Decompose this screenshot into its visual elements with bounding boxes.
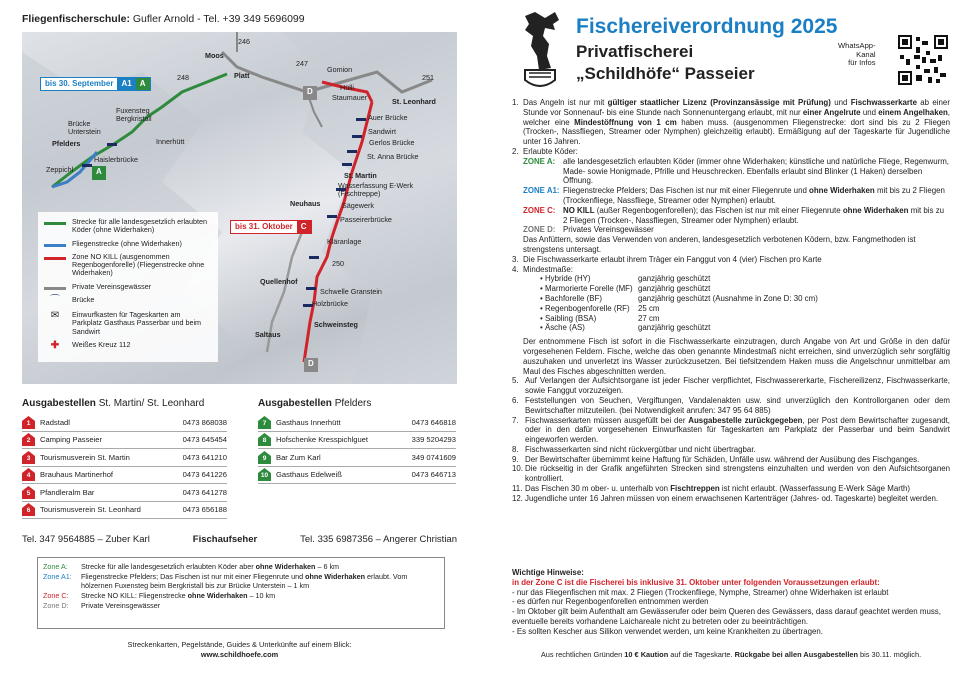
road-250: 250 bbox=[332, 259, 344, 268]
zone-summary-row: Zone C: Strecke NO KILL: Fliegenstrecke ohne Widerhaken – 10 km bbox=[43, 591, 276, 601]
outlet-phone: 339 5204293 bbox=[411, 435, 456, 445]
map-label-pfelders: Pfelders bbox=[52, 139, 81, 148]
outlet-phone: 0473 645454 bbox=[182, 435, 227, 445]
house-icon: 1 bbox=[22, 416, 35, 429]
rule-3: 3. Die Fischwasserkarte erlaubt ihrem Träger ein Fanggut von 4 (vier) Fischen pro Karte bbox=[512, 254, 822, 264]
zone-d-badge-bottom: D bbox=[304, 358, 318, 372]
zone-a1-until: bis 30. September bbox=[45, 79, 114, 88]
note-item: - Im Oktober gilt beim Aufenthalt am Gewässerufer oder beim Queren des Gewässers, dass darauf geachtet werden muss, eventuelle bereits vorhandene Laichareale nicht zu betreten oder zu beeinträchtigen. bbox=[512, 607, 941, 626]
legend-mailbox: ✉ Einwurfkasten für Tageskarten am Parkplatz Gasthaus Passerbar und beim Sandwirt bbox=[44, 311, 212, 336]
outlet-row bbox=[22, 432, 227, 450]
qr-code-icon[interactable] bbox=[898, 35, 948, 85]
footer bbox=[22, 640, 457, 661]
legend-red-cross: ✚ Weißes Kreuz 112 bbox=[44, 341, 212, 351]
minimum-size-row: • Regenbogenforelle (RF) 25 cm bbox=[540, 303, 660, 313]
outlet-phone: 0473 656188 bbox=[182, 505, 227, 515]
road-251: 251 bbox=[422, 73, 434, 82]
map-label-quellenhof: Quellenhof bbox=[260, 277, 298, 286]
outlet-name: Gasthaus Edelweiß bbox=[276, 470, 342, 480]
map-label-huelli: Hülli bbox=[340, 83, 354, 92]
minimum-size-row: • Saibling (BSA) 27 cm bbox=[540, 313, 660, 323]
note-item: - es dürfen nur Regenbogenforellen entnommen werden bbox=[512, 597, 709, 607]
outlet-name: Gasthaus Innerhütt bbox=[276, 417, 341, 427]
map-label-neuhaus: Neuhaus bbox=[290, 199, 321, 208]
mailbox-icon: ✉ bbox=[50, 309, 60, 321]
zone-d-badge-top: D bbox=[303, 86, 317, 100]
map-label-fuxensteg: Fuxensteg Bergkristall bbox=[116, 106, 152, 123]
outlets-st-martin bbox=[22, 398, 227, 519]
minimum-size-row: • Äsche (AS) ganzjährig geschützt bbox=[540, 323, 711, 333]
map-label-saltaus: Saltaus bbox=[255, 330, 281, 339]
map-label-bruecke-unterstein: Brücke Unterstein bbox=[68, 119, 101, 136]
map-label-saegewerk: Sägewerk bbox=[342, 201, 374, 210]
notes-heading: Wichtige Hinweise: bbox=[512, 568, 584, 577]
whatsapp-channel-info: WhatsApp- Kanal für Infos bbox=[838, 41, 876, 68]
map-label-gomion: Gomion bbox=[327, 65, 353, 74]
warden-contact-angerer: Tel. 335 6987356 – Angerer Christian bbox=[300, 534, 457, 545]
outlet-row bbox=[258, 467, 456, 485]
zone-c-notice: in der Zone C ist die Fischerei bis inklusive 31. Oktober unter folgenden Voraussetzungen erlaubt: bbox=[512, 577, 880, 587]
rule-4: 4. Mindestmaße: bbox=[512, 264, 573, 274]
map-legend bbox=[38, 212, 218, 362]
outlets-pfelders-heading: Ausgabestellen Pfelders bbox=[258, 398, 372, 409]
outlet-row bbox=[258, 432, 456, 450]
warden-heading: Fischaufseher bbox=[192, 534, 258, 545]
outlet-phone: 0473 641210 bbox=[182, 452, 227, 462]
map-label-st-anna-bruecke: St. Anna Brücke bbox=[367, 152, 419, 161]
deposit-notice: Aus rechtlichen Gründen 10 € Kaution auf die Tageskarte. Rückgabe bei allen Ausgabestellen bis 30.11. möglich. bbox=[540, 650, 922, 659]
map-label-schweinsteg: Schweinsteg bbox=[314, 320, 358, 329]
zone-summary-row: Zone D: Private Vereinsgewässer bbox=[43, 600, 161, 610]
legend-no-kill: Zone NO KILL (ausgenommen Regenbogenforelle) (Fliegenstrecke ohne Widerhaken) bbox=[44, 253, 212, 278]
regulation-subtitle-2: „Schildhöfe“ Passeier bbox=[576, 64, 755, 83]
zone-summary-row: Zone A: Strecke für alle landesgesetzlich erlaubten Köder aber ohne Widerhaken – 6 km bbox=[43, 562, 340, 571]
road-248: 248 bbox=[177, 73, 189, 82]
zone-summary-row: Zone A1: Fliegenstrecke Pfelders; Das Fischen ist nur mit einer Fliegenrute und ohne Widerhaken erlaubt. Vom hölzernen Fuxensteg beim Bergkristall bis zur Brücke Unterstein – 1 km bbox=[43, 571, 408, 591]
footer-text: Streckenkarten, Pegelstände, Guides & Unterkünfte auf einem Blick: bbox=[127, 640, 352, 649]
outlet-phone: 349 0741609 bbox=[411, 452, 456, 462]
zone-summary-box bbox=[37, 557, 445, 629]
outlet-phone: 0473 646818 bbox=[411, 417, 456, 427]
zone-a-badge: A bbox=[92, 166, 106, 180]
rule-item: 5. Auf Verlangen der Aufsichtsorgane ist jeder Fischer verpflichtet, Fischwassererkarte, Fischereilizenz, Fischwasserkarte, sowie Fanggut vorzuzeigen. bbox=[512, 376, 950, 396]
outlets-pfelders bbox=[258, 398, 456, 484]
fly-fishing-school-header bbox=[22, 13, 305, 25]
zone-c-flag bbox=[230, 220, 312, 234]
outlet-name: Hofschenke Kresspichlguet bbox=[276, 435, 369, 445]
zone-a-badge-top: A bbox=[136, 78, 150, 90]
map-label-staumauer: Staumauer bbox=[332, 93, 368, 102]
school-label: Fliegenfischerschule: bbox=[22, 13, 130, 25]
outlet-phone: 0473 646713 bbox=[411, 470, 456, 480]
outlet-name: Camping Passeier bbox=[40, 435, 103, 445]
house-icon: 5 bbox=[22, 486, 35, 499]
map-label-gerlos-bruecke: Gerlos Brücke bbox=[369, 138, 415, 147]
outlet-row bbox=[258, 414, 456, 432]
road-247: 247 bbox=[296, 59, 308, 68]
legend-bridge: ⌒ Brücke bbox=[44, 296, 212, 306]
warden-contact-zuber: Tel. 347 9564885 – Zuber Karl bbox=[22, 534, 150, 545]
house-icon: 9 bbox=[258, 451, 271, 464]
note-item: - Es sollten Kescher aus Silikon verwendet werden, um keine Krankheiten zu übertragen. bbox=[512, 626, 823, 636]
rule-item: 9. Der Bewirtschafter übernimmt keine Haftung für Schäden, Unfälle usw. während der Ausübung des Fischganges. bbox=[512, 454, 920, 464]
map-label-zeppichl: Zeppichl bbox=[46, 165, 74, 174]
house-icon: 10 bbox=[258, 468, 271, 481]
legend-fly-stretch: Fliegenstrecke (ohne Widerhaken) bbox=[44, 240, 212, 248]
outlet-name: Brauhaus Martinerhof bbox=[40, 470, 114, 480]
red-cross-icon: ✚ bbox=[50, 339, 60, 351]
outlet-row bbox=[22, 484, 227, 502]
outlet-phone: 0473 641278 bbox=[182, 487, 227, 497]
house-icon: 6 bbox=[22, 503, 35, 516]
zone-c-rule: ZONE C: NO KILL (außer Regenbogenforellen); das Fischen ist nur mit einer Fliegenrute ohne Widerhaken mit bis zu 2 Fliegen (Trocken-, Nassfliegen, Streamer oder Nymphen) erlaubt. bbox=[523, 205, 945, 225]
rule-item: 12. Jugendliche unter 16 Jahren müssen von einem erwachsenen Kartenträger (Jahres- od. Tageskarte) begleitet werden. bbox=[512, 493, 939, 503]
note-item: - nur das Fliegenfischen mit max. 2 Fliegen (Trockenfliege, Nymphe, Streamer) ohne Widerhaken ist erlaubt bbox=[512, 587, 889, 597]
map-label-innerhuett: Innerhütt bbox=[156, 137, 185, 146]
outlet-row bbox=[22, 414, 227, 432]
map-label-platt: Platt bbox=[234, 71, 250, 80]
zone-c-badge: C bbox=[297, 221, 311, 233]
regulation-title: Fischereiverordnung 2025 bbox=[576, 15, 838, 38]
road-246: 246 bbox=[238, 37, 250, 46]
house-icon: 4 bbox=[22, 468, 35, 481]
legend-zone-a: Strecke für alle landesgesetzlich erlaubten Köder (ohne Widerhaken) bbox=[44, 218, 212, 235]
map-label-auer-bruecke: Auer Brücke bbox=[368, 113, 408, 122]
outlet-name: Tourismusverein St. Martin bbox=[40, 452, 130, 462]
outlet-name: Radstadl bbox=[40, 417, 70, 427]
rule-item: 8. Fischwasserkarten sind nicht rückvergütbar und nicht übertragbar. bbox=[512, 444, 756, 454]
rule-2: 2. Erlaubte Köder: bbox=[512, 146, 578, 156]
zone-a1-badge: A1 bbox=[117, 78, 135, 90]
bridge-icon: ⌒ bbox=[50, 294, 60, 306]
map-label-st-martin: St. Martin bbox=[344, 171, 377, 180]
catch-recording-text: Der entnommene Fisch ist sofort in die Fischwasserkarte einzutragen, durch Angabe von Art und Größe in den dafür vorgesehenen Feldern. Fische, welche das oben genannte Mindestmaß nicht erreichen, sind unverzüglich sehr sorgfältig auszuhaken und unverletzt ins Wasser zurückzusetzen. Bei tiefsitzendem Haken muss die Angelschnur unmittelbar am Maul des Fisches abgeschnitten werden. bbox=[523, 337, 950, 376]
important-notes bbox=[512, 568, 950, 637]
zone-c-until: bis 31. Oktober bbox=[235, 222, 293, 231]
minimum-size-row: • Bachforelle (BF) ganzjährig geschützt (Ausnahme in Zone D: 30 cm) bbox=[540, 293, 818, 303]
house-icon: 7 bbox=[258, 416, 271, 429]
map-label-moos: Moos bbox=[205, 51, 224, 60]
map-label-sandwirt: Sandwirt bbox=[368, 127, 396, 136]
website-link[interactable]: www.schildhoefe.com bbox=[200, 650, 279, 660]
zone-a1-flag bbox=[40, 77, 151, 91]
house-icon: 8 bbox=[258, 433, 271, 446]
fishing-map bbox=[22, 32, 457, 384]
coat-of-arms-icon bbox=[515, 10, 565, 92]
outlet-phone: 0473 868038 bbox=[182, 417, 227, 427]
bait-prohibition: Das Anfüttern, sowie das Verwenden von anderen, landesgesetzlich verbotenen Ködern, bzw. Fangmethoden ist strengstens untersagt. bbox=[523, 235, 916, 254]
outlet-name: Pfandleralm Bar bbox=[40, 487, 95, 497]
zone-a1-rule: ZONE A1: Fliegenstrecke Pfelders; Das Fischen ist nur mit einer Fliegenrute und ohne Widerhaken mit bis zu 2 Fliegen (Trockenfliege, Nassfliege, Streamer oder Nymphen) erlaubt. bbox=[523, 186, 945, 205]
map-label-haislerbruecke: Haislerbrücke bbox=[94, 155, 138, 164]
map-label-holzbruecke: Holzbrücke bbox=[312, 299, 348, 308]
map-label-passeirerbruecke: Passeirerbrücke bbox=[340, 215, 392, 224]
house-icon: 2 bbox=[22, 433, 35, 446]
minimum-size-row: • Hybride (HY) ganzjährig geschützt bbox=[540, 274, 711, 284]
minimum-size-row: • Marmorierte Forelle (MF) ganzjährig geschützt bbox=[540, 284, 711, 294]
map-label-schwelle-granstein: Schwelle Granstein bbox=[320, 287, 382, 296]
rule-1: 1. Das Angeln ist nur mit gültiger staatlicher Lizenz (Provinzansässige mit Prüfung) und Fischwasserkarte ab einer Stunde vor Sonnenauf- bis eine Stunde nach Sonnenuntergang erlaubt, mit nur einer Angelrute und einem Angelhaken, welcher eine Mindestöffnung von 1 cm haben muss. (ausgenommen Fliegenstrecke: dort sind bis zu 2 Fliegen (Trocken-, Nassfliegen, Streamer oder Nymphen) gleichzeitig erlaubt). Ermäßigung auf der Tageskarte für Jugendliche unter 16 Jahren. bbox=[512, 98, 951, 147]
outlet-row bbox=[258, 449, 456, 467]
zone-a-rule: ZONE A: alle landesgesetzlich erlaubten Köder (immer ohne Widerhaken; künstliche und natürliche Fliege, Regenwurm, Made- sowie Honigmade, Pfrille und Heuschrecken. Ebenfalls erlaubt sind Blinker (1 Haken) derselben Öffnung. bbox=[523, 156, 949, 186]
map-label-st-leonhard: St. Leonhard bbox=[392, 97, 436, 106]
zone-d-rule: ZONE D: Privates Vereinsgewässer bbox=[523, 225, 654, 235]
regulation-subtitle-1: Privatfischerei bbox=[576, 42, 694, 61]
outlet-name: Tourismusverein St. Leonhard bbox=[40, 505, 141, 515]
outlet-row bbox=[22, 467, 227, 485]
outlet-row bbox=[22, 502, 227, 520]
rule-item: 7. Fischwasserkarten müssen ausgefüllt bei der Ausgabestelle zurückgegeben, per Post dem Bewirtschafter zugesandt, oder in den dafür vorgesehenen Einwurfkasten für Tageskarten am Parkplatz der Passerbar und beim Sandwirt eingeworfen werden. bbox=[512, 415, 950, 445]
regulation-rules bbox=[512, 98, 950, 504]
map-label-wasserfassung: Wasserfassung E-Werk (Fischtreppe) bbox=[338, 181, 414, 198]
rule-item: 10. Die rückseitig in der Grafik angeführten Strecken sind strengstens einzuhalten und werden von den Aufsichtsorganen kontrolliert. bbox=[512, 464, 950, 484]
minimum-sizes bbox=[512, 274, 950, 333]
outlets-st-martin-heading: Ausgabestellen St. Martin/ St. Leonhard bbox=[22, 398, 205, 409]
rule-item: 6. Feststellungen von Seuchen, Vergiftungen, Vandalenakten usw. sind unverzüglich den Kontrollorganen oder dem Bewirtschafter mitzuteilen. (bei Notwendigkeit anrufen: 347 95 64 885) bbox=[512, 395, 950, 415]
outlet-phone: 0473 641226 bbox=[182, 470, 227, 480]
outlet-name: Bar Zum Karl bbox=[276, 452, 321, 462]
outlet-row bbox=[22, 449, 227, 467]
rule-item: 11. Das Fischen 30 m ober- u. unterhalb von Fischtreppen ist nicht erlaubt. (Wasserfassung E-Werk Säge Marth) bbox=[512, 484, 911, 494]
school-contact: Gufler Arnold - Tel. +39 349 5696099 bbox=[132, 13, 305, 25]
legend-private: Private Vereinsgewässer bbox=[44, 283, 212, 291]
map-label-klaeranlage: Kläranlage bbox=[327, 237, 362, 246]
warden-contacts bbox=[22, 534, 457, 545]
house-icon: 3 bbox=[22, 451, 35, 464]
